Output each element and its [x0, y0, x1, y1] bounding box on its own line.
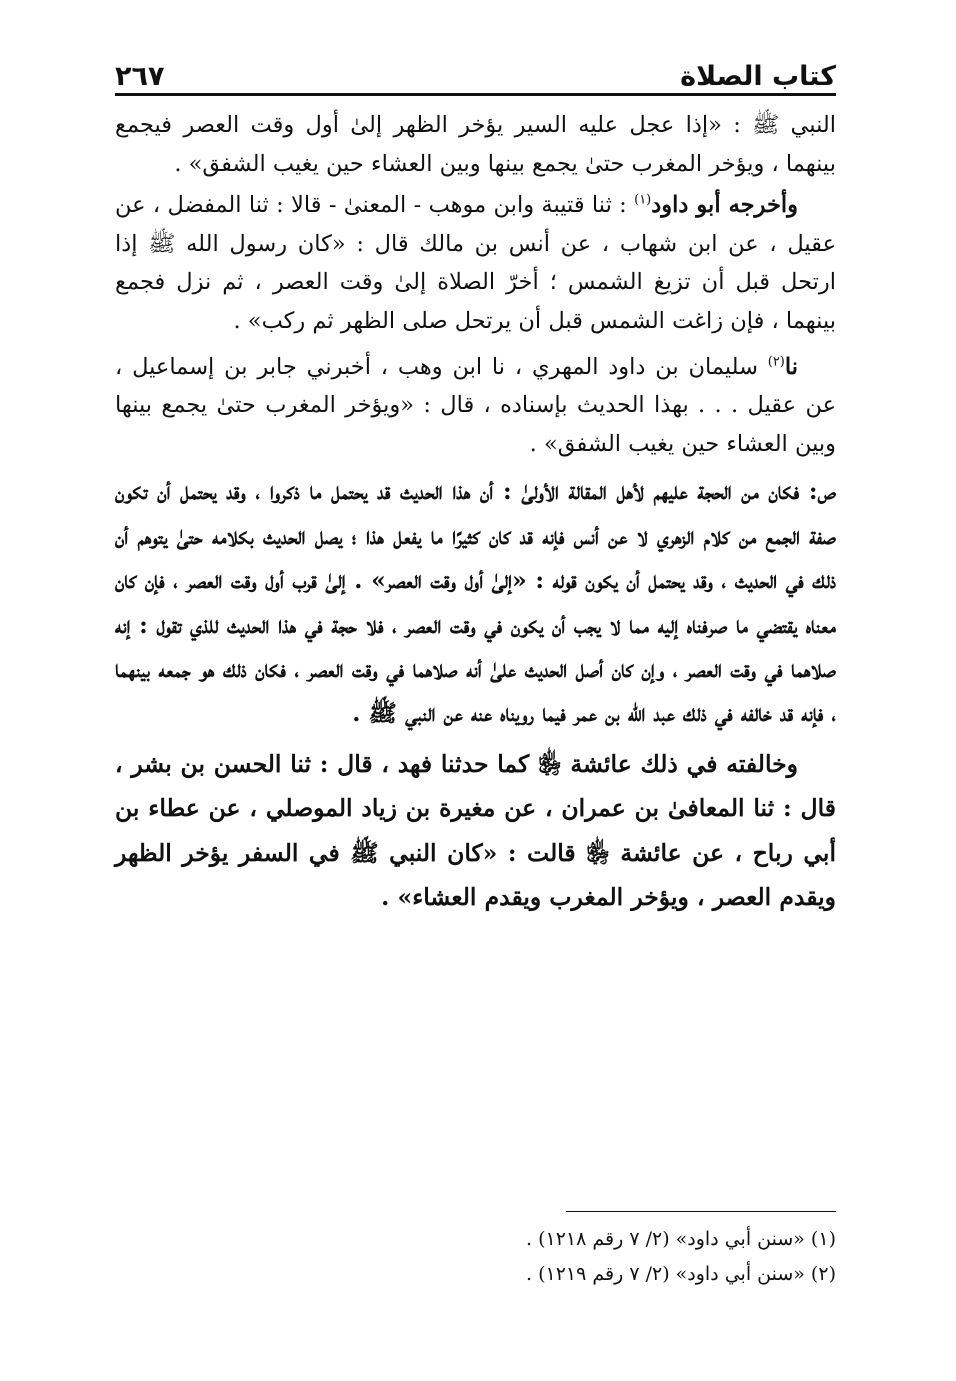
- paragraph-lead: نا: [784, 353, 798, 380]
- header-rule: [115, 93, 836, 96]
- paragraph-text: فكان من الحجة عليهم لأهل المقالة الأولىٰ : أن هذا الحديث قد يحتمل ما ذكروا ، وقد يحتمل أن تكون صفة الجمع من كلام الزهري لا عن أنس فإنه قد كان كثيرًا ما يفعل هذا ؛ يصل الحديث بكلامه حتىٰ يتوهم أن ذلك في الحديث ، وقد يحتمل أن يكون قوله : «إلىٰ أول وقت العصر» . إلىٰ قرب أول وقت العصر ، فإن كان معناه يقتضي ما صرفناه إليه مما لا يجب أن يكون في وقت العصر ، فلا حجة في هذا الحديث للذي تقول : إنه صلاهما في وقت العصر ، وإن كان أصل الحديث علىٰ أنه صلاهما في وقت العصر ، فكان ذلك هو جمعه بينهما ، فإنه قد خالفه في ذلك عبد الله بن عمر فيما رويناه عنه عن النبي ﷺ .: [115, 477, 836, 728]
- paragraph-lead: وأخرجه أبو داود: [651, 192, 798, 219]
- paragraph-commentary: [115, 469, 836, 735]
- page-header: [115, 32, 836, 92]
- main-text: [115, 100, 836, 919]
- footnote-2: (٢) «سنن أبي داود» (٢/ ٧ رقم ١٢١٩) .: [526, 1263, 836, 1285]
- paragraph-lead: ص:: [808, 477, 836, 506]
- paragraph-abu-dawud: [115, 186, 836, 340]
- footnote-separator: [566, 1211, 836, 1212]
- paragraph-text: وخالفته في ذلك عائشة ﵂ كما حدثنا فهد ، قال : ثنا الحسن بن بشر ، قال : ثنا المعافىٰ بن عمران ، عن مغيرة بن زياد الموصلي ، عن عطاء بن أبي رباح ، عن عائشة ﵂ قالت : «كان النبي ﷺ في السفر يؤخر الظهر ويقدم العصر ، ويؤخر المغرب ويقدم العشاء» .: [115, 749, 836, 911]
- paragraph-hadith-continuation: [115, 106, 836, 183]
- footnote-1: (١) «سنن أبي داود» (٢/ ٧ رقم ١٢١٨) .: [526, 1228, 836, 1250]
- footnotes: [115, 1222, 836, 1292]
- paragraph-aisha-report: [115, 742, 836, 920]
- paragraph-text: سليمان بن داود المهري ، نا ابن وهب ، أخبرني جابر بن إسماعيل ، عن عقيل . . . بهذا الحديث بإسناده ، قال : «ويؤخر المغرب حتىٰ يجمع بينها وبين العشاء حين يغيب الشفق» .: [115, 353, 836, 457]
- page-number: ٢٦٧: [115, 61, 165, 92]
- footnote-ref[interactable]: (٢): [767, 354, 785, 370]
- paragraph-text: النبي ﷺ : «إذا عجل عليه السير يؤخر الظهر إلىٰ أول وقت العصر فيجمع بينهما ، ويؤخر المغرب حتىٰ يجمع بينها وبين العشاء حين يغيب الشفق» .: [115, 112, 836, 177]
- running-title: كتاب الصلاة: [680, 61, 836, 92]
- paragraph-text: : ثنا قتيبة وابن موهب - المعنىٰ - قالا : ثنا المفضل ، عن عقيل ، عن ابن شهاب ، عن أنس بن مالك قال : «كان رسول الله ﷺ إذا ارتحل قبل أن تزيغ الشمس ؛ أخرّ الصلاة إلىٰ وقت العصر ، ثم نزل فجمع بينهما ، فإن زاغت الشمس قبل أن يرتحل صلى الظهر ثم ركب» .: [115, 192, 836, 334]
- footnote-ref[interactable]: (١): [634, 192, 652, 208]
- paragraph-second-chain: [115, 348, 836, 464]
